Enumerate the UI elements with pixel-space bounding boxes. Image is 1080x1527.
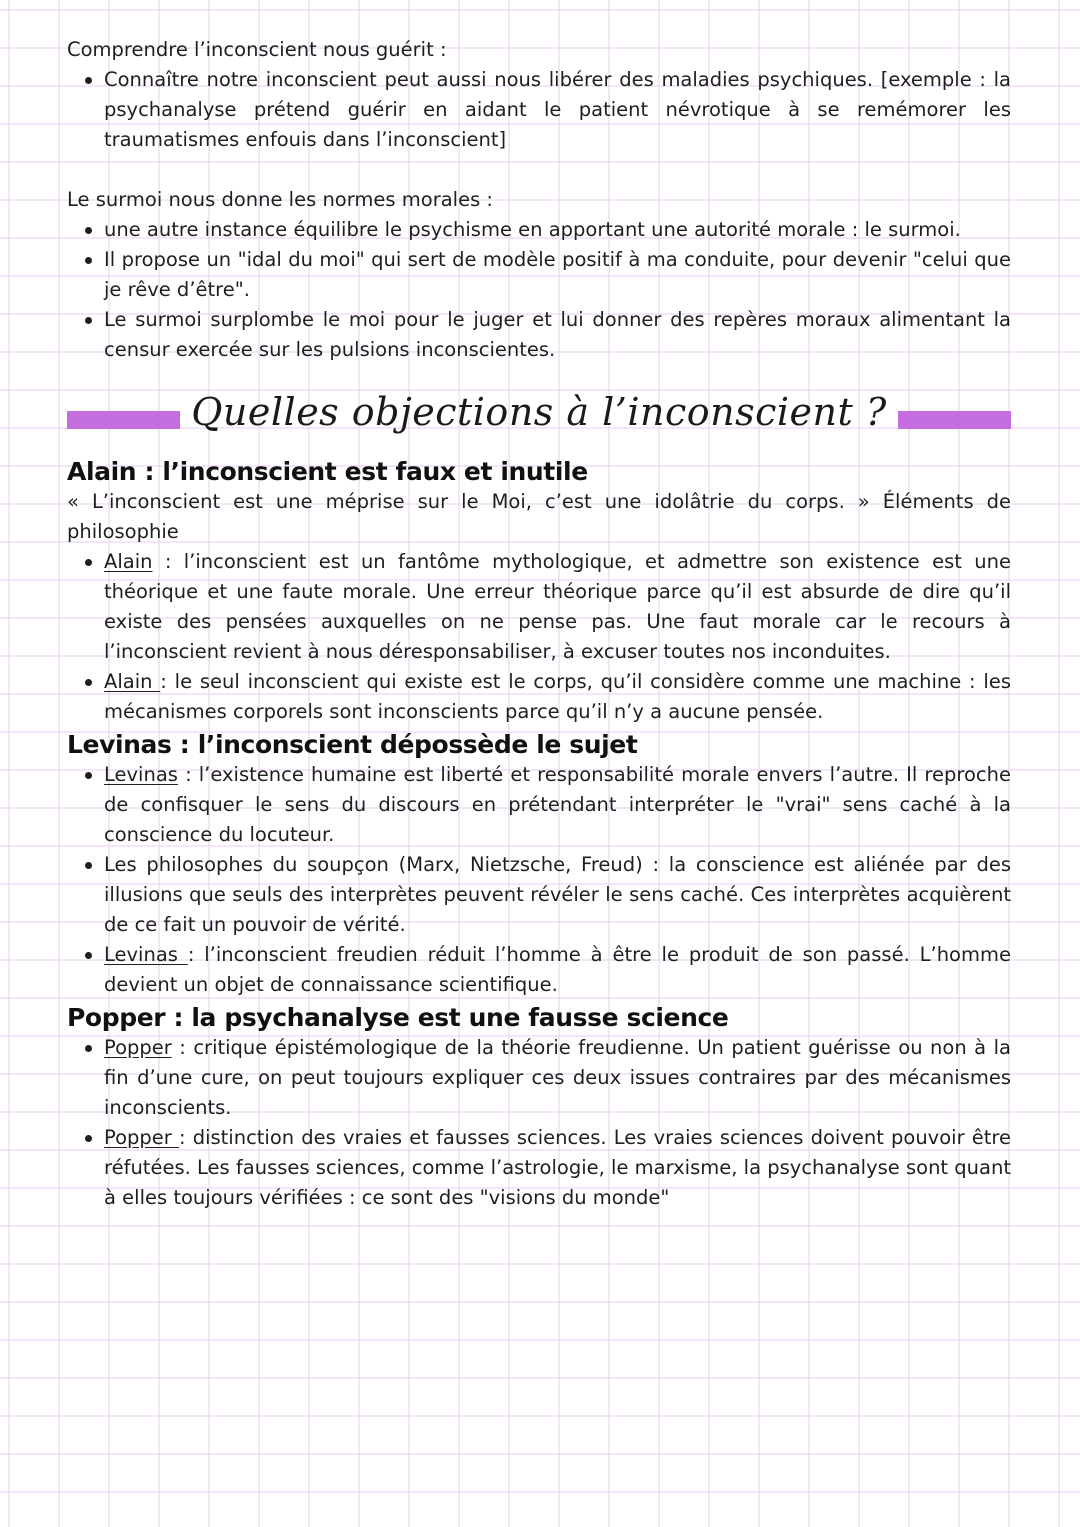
bullet-item [67,850,1011,940]
author-name: Levinas [104,943,188,966]
banner-title: Quelles objections à l’inconscient ? [191,390,887,434]
separator: : [152,550,184,573]
bullet-item: Connaître notre inconscient peut aussi nous libérer des maladies psychiques. [exemple : la psychanalyse prétend guérir en aidant le patient névrotique à se remémorer les traumatismes enfouis dans l’inconscient] [67,65,1011,155]
section-heading-popper: Popper : la psychanalyse est une fausse science [67,1003,729,1032]
bullet-list-alain [67,547,1011,727]
bullet-item [67,1033,1011,1123]
section-heading-guerison: Comprendre l’inconscient nous guérit : [67,38,447,61]
bullet-item [67,1123,1011,1213]
author-name: Alain [104,670,161,693]
author-name: Alain [104,550,153,573]
separator: : [171,1036,194,1059]
bullet-text: Les philosophes du soupçon (Marx, Nietzsche, Freud) : la conscience est aliénée par des illusions que seuls des interprètes peuvent révéler le sens caché. Ces interprètes acquièrent de ce fait un pouvoir de vérité. [104,853,1011,936]
separator: : [187,943,205,966]
separator: : [160,670,175,693]
section-heading-alain: Alain : l’inconscient est faux et inutile [67,457,588,486]
bullet-item [67,667,1011,727]
bullet-text: l’inconscient freudien réduit l’homme à être le produit de son passé. L’homme devient un objet de connaissance scientifique. [104,943,1011,996]
bullet-list-levinas [67,760,1011,1000]
bullet-item [67,940,1011,1000]
alain-quote: « L’inconscient est une méprise sur le Moi, c’est une idolâtrie du corps. » Éléments de philosophie [67,490,1011,543]
bullet-text: critique épistémologique de la théorie freudienne. Un patient guérisse ou non à la fin d’une cure, on peut toujours expliquer ces deux issues contraires par des mécanismes inconscients. [104,1036,1011,1119]
bullet-item [67,547,1011,667]
section-banner [67,385,1011,457]
separator: : [177,763,199,786]
separator: : [178,1126,193,1149]
bullet-text: le seul inconscient qui existe est le corps, qu’il considère comme une machine : les mécanismes corporels sont inconscients parce qu’il n’y a aucune pensée. [104,670,1011,723]
author-name: Levinas [104,763,178,786]
spacer [67,155,1011,185]
bullet-item [67,760,1011,850]
bullet-list-popper [67,1033,1011,1213]
document-page [67,35,1011,1213]
bullet-text: l’existence humaine est liberté et responsabilité morale envers l’autre. Il reproche de confisquer le sens du discours en prétendant interpréter le "vrai" sens caché à la conscience du locuteur. [104,763,1011,846]
author-name: Popper [104,1126,179,1149]
accent-bar-right [898,411,1011,429]
bullet-list-surmoi [67,215,1011,365]
bullet-list-guerison [67,65,1011,155]
author-name: Popper [104,1036,172,1059]
bullet-text: distinction des vraies et fausses sciences. Les vraies sciences doivent pouvoir être réfutées. Les fausses sciences, comme l’astrologie, le marxisme, la psychanalyse sont quant à elles toujours vérifiées : ce sont des "visions du monde" [104,1126,1011,1209]
section-heading-levinas: Levinas : l’inconscient dépossède le sujet [67,730,638,759]
bullet-item: Le surmoi surplombe le moi pour le juger et lui donner des repères moraux alimentant la censur exercée sur les pulsions inconscientes. [67,305,1011,365]
section-heading-surmoi: Le surmoi nous donne les normes morales : [67,188,494,211]
bullet-item: Il propose un "idal du moi" qui sert de modèle positif à ma conduite, pour devenir "celui que je rêve d’être". [67,245,1011,305]
bullet-text: l’inconscient est un fantôme mythologique, et admettre son existence est une théorique et une faute morale. Une erreur théorique parce qu’il est absurde de dire qu’il existe des pensées auxquelles on ne pense pas. Une faut morale car le recours à l’inconscient revient à nous déresponsabiliser, à excuser toutes nos inconduites. [104,550,1012,663]
bullet-item: une autre instance équilibre le psychisme en apportant une autorité morale : le surmoi. [67,215,1011,245]
